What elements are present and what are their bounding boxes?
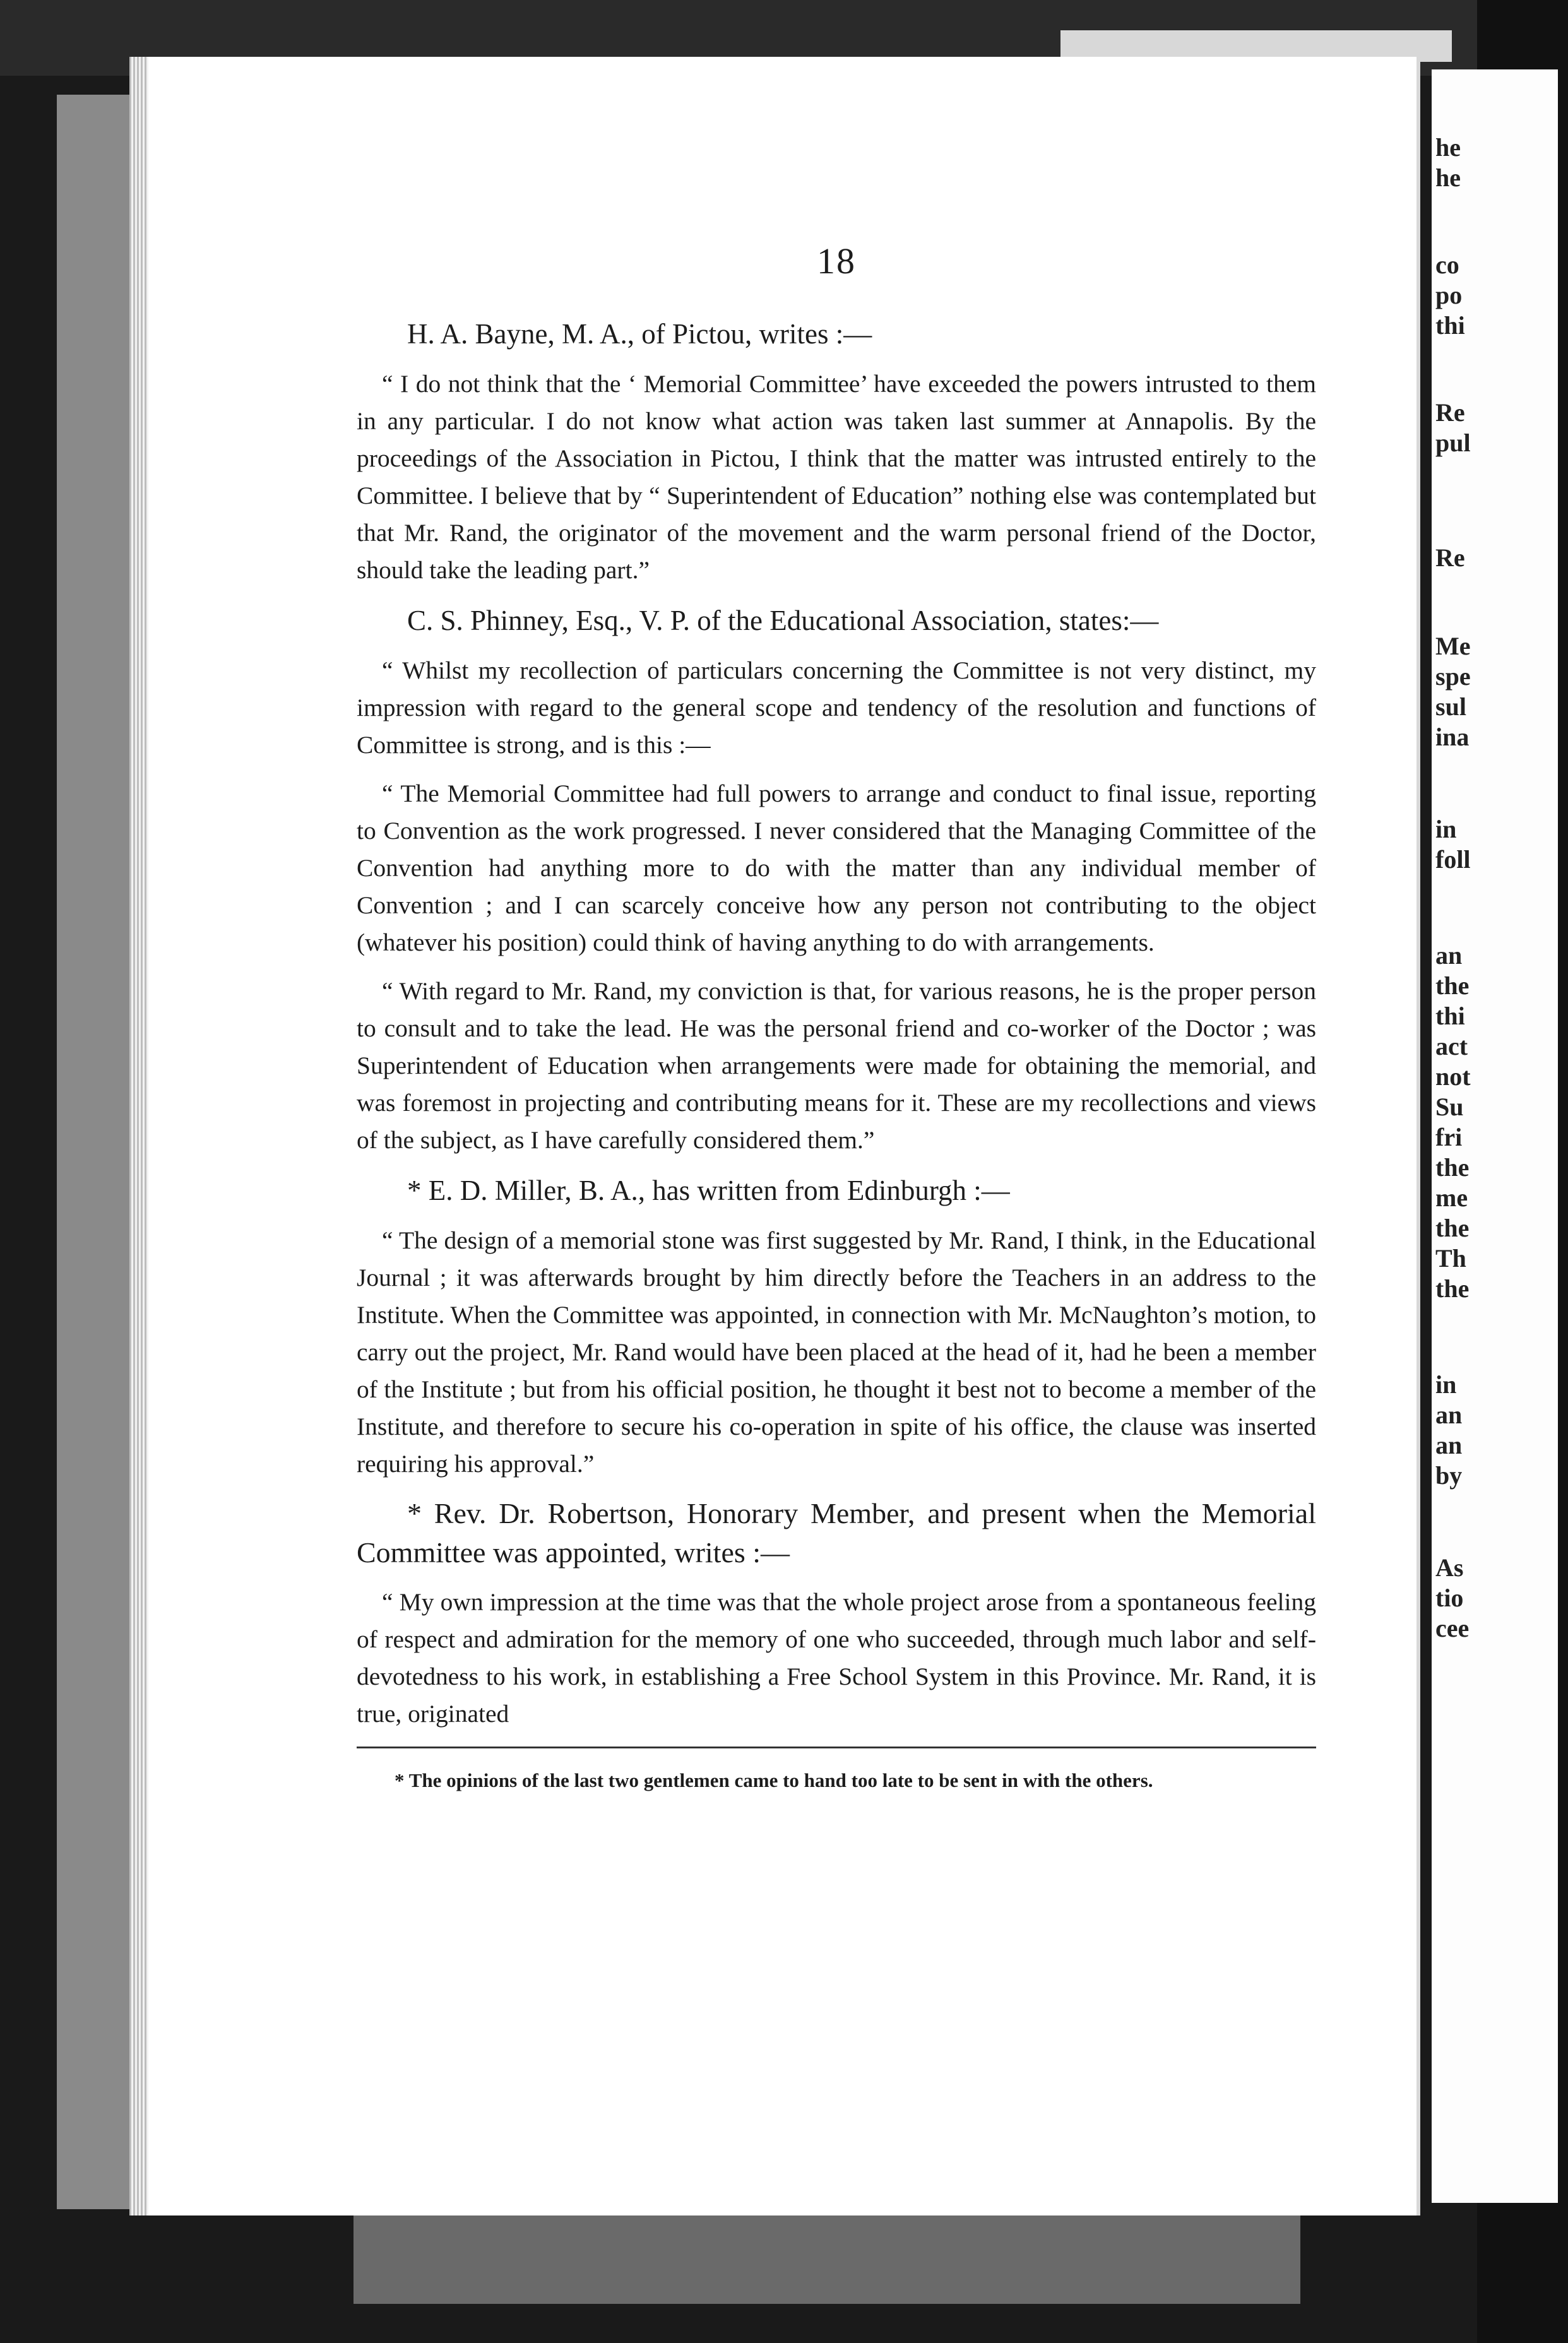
correspondent-heading: * Rev. Dr. Robertson, Honorary Member, and present when the Memorial Committee was appointed, writes :— (357, 1497, 1316, 1569)
facing-page-fragment: As (1435, 1553, 1464, 1582)
facing-page-fragment: pul (1435, 429, 1471, 457)
text-body (357, 314, 1316, 1733)
facing-page-fragment: he (1435, 163, 1461, 192)
footnote-rule (357, 1747, 1316, 1748)
facing-page-fragment: Re (1435, 398, 1465, 427)
facing-page-fragment: spe (1435, 662, 1471, 691)
facing-page-fragment: an (1435, 941, 1463, 970)
correspondent-heading: C. S. Phinney, Esq., V. P. of the Educational Association, states:— (407, 605, 1159, 636)
facing-page-fragment: foll (1435, 845, 1471, 874)
facing-page-fragment: thi (1435, 311, 1465, 340)
facing-page (1432, 69, 1558, 2203)
facing-page-fragment: Su (1435, 1093, 1464, 1121)
facing-page-fragment: in (1435, 815, 1457, 843)
facing-page-fragment: po (1435, 281, 1463, 309)
facing-page-fragment: the (1435, 1274, 1470, 1303)
facing-page-fragment: thi (1435, 1002, 1465, 1030)
facing-page-fragment: in (1435, 1370, 1457, 1399)
quoted-paragraph: “ With regard to Mr. Rand, my conviction is that, for various reasons, he is the proper person to consult and to take the lead. He was the personal friend and co-worker of the Doctor ; was Superintendent of Education when arrangements were made for obtaining the memorial, and was foremost in projecting and contributing means for it. These are my recollections and views of the subject, as I have carefully considered them.” (357, 977, 1316, 1154)
facing-page-fragment: Me (1435, 632, 1471, 660)
correspondent-heading: H. A. Bayne, M. A., of Pictou, writes :— (407, 318, 872, 350)
correspondent-heading: * E. D. Miller, B. A., has written from Edinburgh :— (407, 1175, 1010, 1206)
quoted-paragraph: “ Whilst my recollection of particulars concerning the Committee is not very distinct, my impression with regard to the general scope and tendency of the resolution and functions of Committee is strong, and is this :— (357, 656, 1316, 759)
facing-page-fragment: sul (1435, 692, 1466, 721)
facing-page-fragment: Th (1435, 1244, 1466, 1272)
facing-page-fragment: the (1435, 1153, 1470, 1182)
facing-page-fragment: act (1435, 1032, 1468, 1060)
facing-page-fragment: by (1435, 1461, 1463, 1490)
facing-page-fragment: an (1435, 1431, 1463, 1459)
facing-page-fragment: tio (1435, 1584, 1464, 1612)
quoted-paragraph: “ The design of a memorial stone was first suggested by Mr. Rand, I think, in the Educational Journal ; it was afterwards brought by him directly before the Teachers in an address to the Institute. When the Committee was appointed, in connection with Mr. McNaughton’s motion, to carry out the project, Mr. Rand would have been placed at the head of it, had he been a member of the Institute ; but from his official position, he thought it best not to become a member of the Institute, and therefore to secure his co-operation in spite of his office, the clause was inserted requiring his approval.” (357, 1226, 1316, 1478)
facing-page-fragment: he (1435, 133, 1461, 162)
quoted-paragraph: “ The Memorial Committee had full powers to arrange and conduct to final issue, reporting to Convention as the work progressed. I never considered that the Managing Committee of the Convention had anything more to do with the matter than any individual member of Convention ; and I can scarcely conceive how any person not contributing to the object (whatever his position) could think of having anything to do with arrangements. (357, 780, 1316, 956)
facing-page-fragment: not (1435, 1062, 1471, 1091)
facing-page-fragment: co (1435, 251, 1459, 279)
page-number: 18 (817, 240, 856, 282)
page-content (357, 240, 1316, 1796)
facing-page-fragment: Re (1435, 543, 1465, 572)
facing-page-fragment: an (1435, 1401, 1463, 1429)
page-edges (129, 57, 148, 2215)
facing-page-fragment: me (1435, 1183, 1468, 1212)
quoted-paragraph: “ My own impression at the time was that the whole project arose from a spontaneous feeling of respect and admiration for the memory of one who succeeded, through much labor and self-devotedness to his work, in establishing a Free School System in this Province. Mr. Rand, it is true, originated (357, 1588, 1316, 1728)
facing-page-fragment: the (1435, 1214, 1470, 1242)
quoted-paragraph: “ I do not think that the ‘ Memorial Committee’ have exceeded the powers intrusted to them in any particular. I do not know what action was taken last summer at Annapolis. By the proceedings of the Association in Pictou, I think that the matter was intrusted entirely to the Committee. I believe that by “ Superintendent of Education” nothing else was contemplated but that Mr. Rand, the originator of the movement and the warm personal friend of the Doctor, should take the leading part.” (357, 370, 1316, 584)
facing-page-fragment: ina (1435, 723, 1470, 751)
facing-page-fragment: cee (1435, 1614, 1470, 1642)
facing-page-fragment: the (1435, 971, 1470, 1000)
facing-page-fragment: fri (1435, 1123, 1463, 1151)
footnote: * The opinions of the last two gentlemen came to hand too late to be sent in with the others. (395, 1769, 1153, 1791)
